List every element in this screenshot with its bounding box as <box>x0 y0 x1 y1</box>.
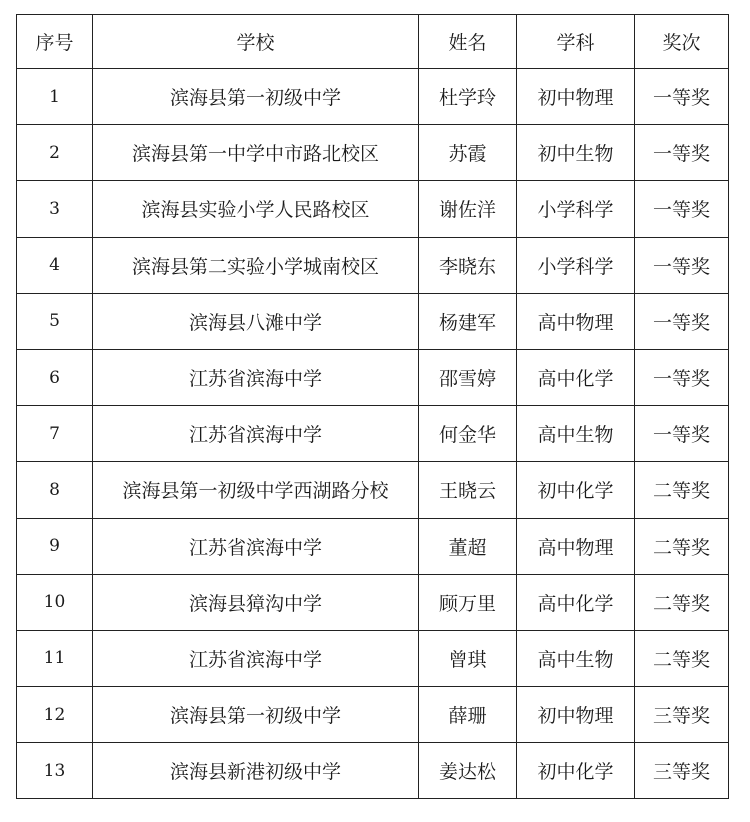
cell-name: 薛珊 <box>419 687 517 743</box>
cell-name: 杨建军 <box>419 293 517 349</box>
header-name: 姓名 <box>419 15 517 69</box>
cell-award: 二等奖 <box>635 462 729 518</box>
cell-serial-number: 13 <box>17 743 93 799</box>
table-row <box>17 125 729 181</box>
cell-subject: 高中化学 <box>517 574 635 630</box>
cell-school: 滨海县八滩中学 <box>93 293 419 349</box>
table-row <box>17 406 729 462</box>
table-body <box>17 69 729 799</box>
cell-award: 一等奖 <box>635 181 729 237</box>
table-row <box>17 69 729 125</box>
cell-award: 一等奖 <box>635 69 729 125</box>
cell-serial-number: 1 <box>17 69 93 125</box>
cell-school: 滨海县新港初级中学 <box>93 743 419 799</box>
cell-name: 姜达松 <box>419 743 517 799</box>
table-row <box>17 181 729 237</box>
cell-school: 滨海县第二实验小学城南校区 <box>93 237 419 293</box>
cell-school: 江苏省滨海中学 <box>93 630 419 686</box>
cell-award: 一等奖 <box>635 125 729 181</box>
cell-subject: 初中生物 <box>517 125 635 181</box>
cell-award: 三等奖 <box>635 687 729 743</box>
cell-school: 滨海县实验小学人民路校区 <box>93 181 419 237</box>
cell-name: 王晓云 <box>419 462 517 518</box>
cell-award: 一等奖 <box>635 293 729 349</box>
cell-subject: 高中物理 <box>517 518 635 574</box>
cell-school: 江苏省滨海中学 <box>93 349 419 405</box>
cell-name: 曾琪 <box>419 630 517 686</box>
cell-award: 一等奖 <box>635 237 729 293</box>
cell-school: 滨海县第一初级中学 <box>93 69 419 125</box>
cell-award: 二等奖 <box>635 518 729 574</box>
cell-school: 滨海县第一初级中学 <box>93 687 419 743</box>
cell-subject: 高中生物 <box>517 406 635 462</box>
cell-school: 滨海县獐沟中学 <box>93 574 419 630</box>
cell-name: 谢佐洋 <box>419 181 517 237</box>
table-row <box>17 574 729 630</box>
cell-school: 滨海县第一中学中市路北校区 <box>93 125 419 181</box>
header-serial-number: 序号 <box>17 15 93 69</box>
cell-serial-number: 9 <box>17 518 93 574</box>
cell-award: 一等奖 <box>635 406 729 462</box>
header-subject: 学科 <box>517 15 635 69</box>
cell-serial-number: 10 <box>17 574 93 630</box>
cell-serial-number: 5 <box>17 293 93 349</box>
cell-name: 李晓东 <box>419 237 517 293</box>
cell-award: 二等奖 <box>635 574 729 630</box>
cell-name: 苏霞 <box>419 125 517 181</box>
cell-award: 一等奖 <box>635 349 729 405</box>
cell-school: 滨海县第一初级中学西湖路分校 <box>93 462 419 518</box>
cell-subject: 小学科学 <box>517 181 635 237</box>
table-row <box>17 293 729 349</box>
cell-name: 邵雪婷 <box>419 349 517 405</box>
cell-subject: 小学科学 <box>517 237 635 293</box>
table-row <box>17 237 729 293</box>
cell-school: 江苏省滨海中学 <box>93 406 419 462</box>
header-award: 奖次 <box>635 15 729 69</box>
award-table <box>16 14 729 799</box>
cell-name: 董超 <box>419 518 517 574</box>
table-row <box>17 349 729 405</box>
table-row <box>17 687 729 743</box>
cell-subject: 高中化学 <box>517 349 635 405</box>
cell-subject: 初中化学 <box>517 462 635 518</box>
cell-subject: 高中物理 <box>517 293 635 349</box>
cell-serial-number: 11 <box>17 630 93 686</box>
table-row <box>17 743 729 799</box>
cell-serial-number: 4 <box>17 237 93 293</box>
award-table-container <box>16 14 729 799</box>
table-header-row <box>17 15 729 69</box>
cell-serial-number: 2 <box>17 125 93 181</box>
cell-subject: 高中生物 <box>517 630 635 686</box>
cell-name: 顾万里 <box>419 574 517 630</box>
header-school: 学校 <box>93 15 419 69</box>
cell-award: 二等奖 <box>635 630 729 686</box>
cell-serial-number: 12 <box>17 687 93 743</box>
cell-subject: 初中物理 <box>517 687 635 743</box>
cell-serial-number: 3 <box>17 181 93 237</box>
cell-serial-number: 7 <box>17 406 93 462</box>
cell-subject: 初中物理 <box>517 69 635 125</box>
cell-school: 江苏省滨海中学 <box>93 518 419 574</box>
cell-subject: 初中化学 <box>517 743 635 799</box>
table-row <box>17 630 729 686</box>
table-row <box>17 462 729 518</box>
cell-name: 何金华 <box>419 406 517 462</box>
cell-award: 三等奖 <box>635 743 729 799</box>
cell-serial-number: 8 <box>17 462 93 518</box>
table-row <box>17 518 729 574</box>
cell-name: 杜学玲 <box>419 69 517 125</box>
cell-serial-number: 6 <box>17 349 93 405</box>
